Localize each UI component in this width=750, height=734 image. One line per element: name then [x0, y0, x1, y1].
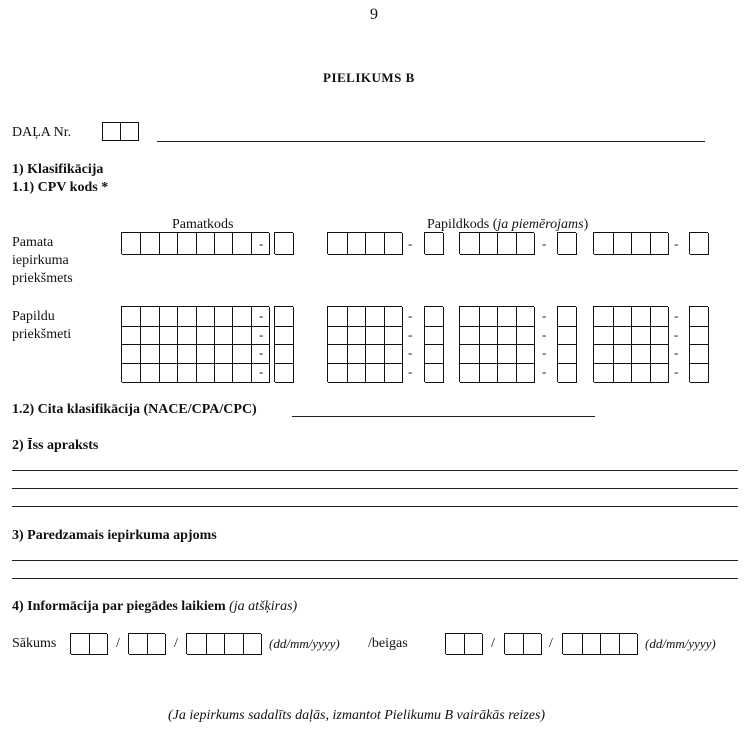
footer-note: (Ja iepirkums sadalīts daļās, izmantot Pielikumu B vairākās reizes): [168, 708, 546, 723]
code-cell[interactable]: [365, 233, 385, 255]
code-cell[interactable]: [347, 233, 367, 255]
code-cell[interactable]: [523, 634, 542, 655]
code-cell[interactable]: [71, 634, 90, 655]
code-separator-dash: -: [408, 345, 413, 361]
end-date-format: (dd/mm/yyyy): [645, 636, 716, 651]
code-separator-dash: -: [674, 308, 679, 323]
supplementary-code-header: Papildkods (ja piemērojams): [427, 217, 589, 232]
end-day-boxes[interactable]: [445, 633, 482, 654]
code-cell[interactable]: [328, 363, 348, 383]
code-cell[interactable]: [347, 326, 367, 346]
code-cell[interactable]: [563, 634, 583, 655]
code-cell[interactable]: [425, 307, 444, 327]
code-cell[interactable]: [196, 307, 215, 327]
code-cell[interactable]: [613, 326, 633, 346]
code-separator-dash: -: [259, 345, 264, 361]
code-cell[interactable]: [159, 307, 178, 327]
code-cell[interactable]: [690, 344, 709, 364]
description-line-1[interactable]: [12, 470, 738, 471]
start-day-boxes[interactable]: [70, 633, 107, 654]
supp-code-b-supplementary-grid[interactable]: [459, 306, 534, 382]
code-cell[interactable]: [516, 363, 536, 383]
code-cell[interactable]: [425, 233, 444, 255]
code-cell[interactable]: [122, 344, 141, 364]
code-separator-dash: -: [259, 326, 264, 342]
code-cell[interactable]: [650, 363, 670, 383]
code-cell[interactable]: [122, 363, 141, 383]
code-cell[interactable]: [631, 307, 651, 327]
code-cell[interactable]: [140, 344, 159, 364]
code-cell[interactable]: [479, 344, 499, 364]
code-separator-dash: -: [259, 308, 264, 323]
code-cell[interactable]: [232, 307, 251, 327]
supp-code-b-supplementary-check[interactable]: [557, 306, 576, 382]
code-cell[interactable]: [365, 344, 385, 364]
code-cell[interactable]: [446, 634, 465, 655]
section-4-heading: 4) Informācija par piegādes laikiem (ja atšķiras): [12, 599, 298, 614]
code-cell[interactable]: [232, 233, 251, 255]
code-separator-dash: -: [674, 364, 679, 380]
supplementary-objects-label: Papildu priekšmeti: [12, 309, 72, 342]
start-date-format: (dd/mm/yyyy): [269, 636, 340, 651]
main-code-supplementary-grid[interactable]: [121, 306, 269, 382]
code-separator-dash: -: [542, 236, 547, 251]
code-separator-dash: -: [542, 326, 547, 342]
code-cell[interactable]: [690, 326, 709, 346]
supp-code-a-primary-grid[interactable]: [327, 232, 402, 254]
code-cell[interactable]: [631, 344, 651, 364]
code-separator-dash: -: [259, 236, 264, 251]
code-cell[interactable]: [497, 344, 517, 364]
section-1-heading: 1) Klasifikācija: [12, 162, 104, 177]
code-cell[interactable]: [594, 233, 614, 255]
code-separator-dash: -: [674, 326, 679, 342]
code-cell[interactable]: [619, 634, 639, 655]
code-cell[interactable]: [631, 363, 651, 383]
description-line-2[interactable]: [12, 488, 738, 489]
code-cell[interactable]: [516, 233, 536, 255]
code-cell[interactable]: [196, 326, 215, 346]
code-separator-dash: -: [674, 345, 679, 361]
start-year-boxes[interactable]: [186, 633, 261, 654]
part-title-line[interactable]: [157, 141, 705, 142]
code-cell[interactable]: [328, 307, 348, 327]
code-cell[interactable]: [425, 344, 444, 364]
code-cell[interactable]: [460, 363, 480, 383]
code-cell[interactable]: [497, 326, 517, 346]
page-title: PIELIKUMS B: [323, 70, 415, 85]
main-code-primary-grid[interactable]: [121, 232, 269, 254]
code-cell[interactable]: [365, 363, 385, 383]
code-cell[interactable]: [347, 363, 367, 383]
code-separator-dash: -: [542, 364, 547, 380]
code-cell[interactable]: [232, 363, 251, 383]
volume-line-1[interactable]: [12, 560, 738, 561]
part-number-box-1[interactable]: [102, 122, 121, 141]
code-cell[interactable]: [650, 233, 670, 255]
code-cell[interactable]: [214, 344, 233, 364]
date-separator-slash: /: [174, 636, 178, 651]
other-classification-line[interactable]: [292, 416, 595, 417]
code-separator-dash: -: [408, 326, 413, 342]
supp-code-a-primary-check[interactable]: [424, 232, 443, 254]
start-label: Sākums: [12, 636, 57, 651]
code-cell[interactable]: [214, 233, 233, 255]
code-cell[interactable]: [690, 307, 709, 327]
code-cell[interactable]: [479, 233, 499, 255]
description-line-3[interactable]: [12, 506, 738, 507]
code-cell[interactable]: [328, 326, 348, 346]
part-number-box-2[interactable]: [120, 122, 139, 141]
code-cell[interactable]: [140, 307, 159, 327]
code-cell[interactable]: [275, 344, 294, 364]
code-cell[interactable]: [177, 233, 196, 255]
date-separator-slash: /: [549, 636, 553, 651]
code-cell[interactable]: [425, 326, 444, 346]
code-cell[interactable]: [140, 363, 159, 383]
code-cell[interactable]: [122, 233, 141, 255]
code-cell[interactable]: [159, 326, 178, 346]
end-label: /beigas: [368, 636, 408, 651]
code-cell[interactable]: [690, 233, 709, 255]
code-cell[interactable]: [516, 326, 536, 346]
date-separator-slash: /: [116, 636, 120, 651]
code-cell[interactable]: [650, 344, 670, 364]
code-cell[interactable]: [206, 634, 226, 655]
code-separator-dash: -: [408, 308, 413, 323]
code-cell[interactable]: [650, 307, 670, 327]
code-cell[interactable]: [122, 326, 141, 346]
code-separator-dash: -: [259, 364, 264, 380]
main-code-header: Pamatkods: [172, 217, 234, 232]
code-cell[interactable]: [460, 233, 480, 255]
supp-code-c-primary-grid[interactable]: [593, 232, 668, 254]
code-cell[interactable]: [187, 634, 207, 655]
main-code-supplementary-check[interactable]: [274, 306, 293, 382]
volume-line-2[interactable]: [12, 578, 738, 579]
code-cell[interactable]: [147, 634, 166, 655]
section-3-heading: 3) Paredzamais iepirkuma apjoms: [12, 528, 217, 543]
code-cell[interactable]: [594, 307, 614, 327]
code-cell[interactable]: [275, 233, 294, 255]
code-cell[interactable]: [159, 363, 178, 383]
supp-code-c-supplementary-check[interactable]: [689, 306, 708, 382]
code-cell[interactable]: [129, 634, 148, 655]
code-cell[interactable]: [275, 307, 294, 327]
code-cell[interactable]: [196, 363, 215, 383]
code-cell[interactable]: [243, 634, 263, 655]
code-cell[interactable]: [613, 233, 633, 255]
code-separator-dash: -: [408, 364, 413, 380]
code-cell[interactable]: [347, 307, 367, 327]
code-separator-dash: -: [542, 308, 547, 323]
code-cell[interactable]: [594, 326, 614, 346]
code-cell[interactable]: [384, 307, 404, 327]
code-cell[interactable]: [177, 363, 196, 383]
code-cell[interactable]: [690, 363, 709, 383]
code-separator-dash: -: [408, 236, 413, 251]
code-cell[interactable]: [613, 307, 633, 327]
code-cell[interactable]: [631, 326, 651, 346]
main-code-primary-check[interactable]: [274, 232, 293, 254]
code-cell[interactable]: [479, 326, 499, 346]
code-cell[interactable]: [516, 307, 536, 327]
code-separator-dash: -: [674, 236, 679, 251]
code-separator-dash: -: [542, 345, 547, 361]
code-cell[interactable]: [196, 344, 215, 364]
code-cell[interactable]: [384, 233, 404, 255]
supp-code-b-primary-check[interactable]: [557, 232, 576, 254]
code-cell[interactable]: [328, 344, 348, 364]
code-cell[interactable]: [650, 326, 670, 346]
code-cell[interactable]: [177, 326, 196, 346]
supp-code-b-primary-grid[interactable]: [459, 232, 534, 254]
code-cell[interactable]: [558, 363, 577, 383]
code-cell[interactable]: [224, 634, 244, 655]
code-cell[interactable]: [613, 344, 633, 364]
section-1-1-heading: 1.1) CPV kods *: [12, 180, 109, 195]
code-cell[interactable]: [464, 634, 483, 655]
code-cell[interactable]: [196, 233, 215, 255]
code-cell[interactable]: [232, 326, 251, 346]
code-cell[interactable]: [328, 233, 348, 255]
code-cell[interactable]: [384, 326, 404, 346]
code-cell[interactable]: [558, 326, 577, 346]
code-cell[interactable]: [232, 344, 251, 364]
main-object-label: Pamata iepirkuma priekšmets: [12, 235, 73, 286]
code-cell[interactable]: [505, 634, 524, 655]
code-cell[interactable]: [516, 344, 536, 364]
code-cell[interactable]: [460, 326, 480, 346]
code-cell[interactable]: [594, 344, 614, 364]
end-year-boxes[interactable]: [562, 633, 637, 654]
code-cell[interactable]: [347, 344, 367, 364]
code-cell[interactable]: [425, 363, 444, 383]
code-cell[interactable]: [479, 307, 499, 327]
code-cell[interactable]: [558, 344, 577, 364]
code-cell[interactable]: [460, 307, 480, 327]
supp-code-a-supplementary-check[interactable]: [424, 306, 443, 382]
code-cell[interactable]: [497, 307, 517, 327]
code-cell[interactable]: [497, 363, 517, 383]
code-cell[interactable]: [140, 326, 159, 346]
code-cell[interactable]: [497, 233, 517, 255]
part-label: DAĻA Nr.: [12, 125, 72, 140]
page-number: 9: [370, 6, 378, 23]
code-cell[interactable]: [214, 326, 233, 346]
code-cell[interactable]: [177, 344, 196, 364]
code-cell[interactable]: [613, 363, 633, 383]
code-cell[interactable]: [384, 344, 404, 364]
code-cell[interactable]: [384, 363, 404, 383]
supp-code-c-primary-check[interactable]: [689, 232, 708, 254]
code-cell[interactable]: [479, 363, 499, 383]
code-cell[interactable]: [159, 233, 178, 255]
code-cell[interactable]: [558, 307, 577, 327]
code-cell[interactable]: [558, 233, 577, 255]
section-2-heading: 2) Īss apraksts: [12, 438, 99, 453]
code-cell[interactable]: [159, 344, 178, 364]
code-cell[interactable]: [460, 344, 480, 364]
supp-code-c-supplementary-grid[interactable]: [593, 306, 668, 382]
section-1-2-label: 1.2) Cita klasifikācija (NACE/CPA/CPC): [12, 402, 257, 417]
code-cell[interactable]: [214, 307, 233, 327]
code-cell[interactable]: [631, 233, 651, 255]
code-cell[interactable]: [275, 326, 294, 346]
code-cell[interactable]: [89, 634, 108, 655]
code-cell[interactable]: [600, 634, 620, 655]
code-cell[interactable]: [177, 307, 196, 327]
code-cell[interactable]: [582, 634, 602, 655]
code-cell[interactable]: [365, 307, 385, 327]
code-cell[interactable]: [140, 233, 159, 255]
end-month-boxes[interactable]: [504, 633, 541, 654]
code-cell[interactable]: [122, 307, 141, 327]
supp-code-a-supplementary-grid[interactable]: [327, 306, 402, 382]
code-cell[interactable]: [365, 326, 385, 346]
start-month-boxes[interactable]: [128, 633, 165, 654]
date-separator-slash: /: [491, 636, 495, 651]
code-cell[interactable]: [214, 363, 233, 383]
code-cell[interactable]: [275, 363, 294, 383]
code-cell[interactable]: [594, 363, 614, 383]
